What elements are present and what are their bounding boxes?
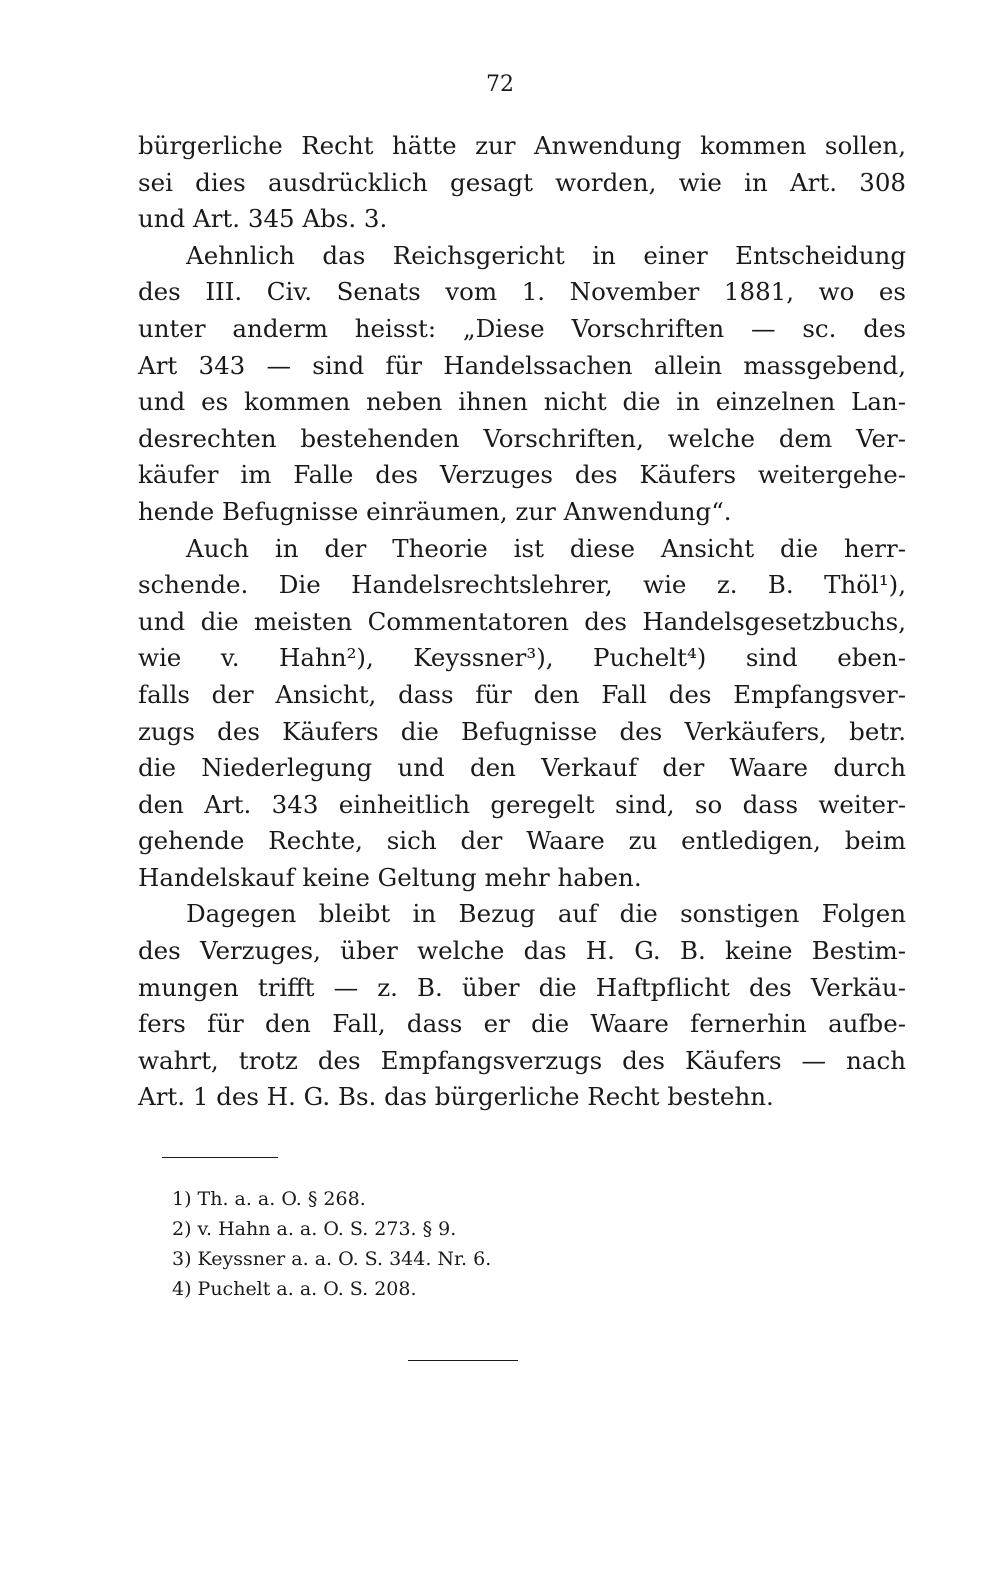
text-line: und die meisten Commentatoren des Handelsgesetzbuchs,	[138, 606, 906, 636]
text-line: bürgerliche Recht hätte zur Anwendung kommen sollen,	[138, 131, 906, 160]
text-line: zugs des Käufers die Befugnisse des Verkäufers, betr.	[138, 716, 906, 746]
text-line: Auch in der Theorie ist diese Ansicht die herr-	[186, 533, 906, 563]
text-line: den Art. 343 einheitlich geregelt sind, so dass weiter-	[138, 789, 906, 819]
text-line: sei dies ausdrücklich gesagt worden, wie in Art. 308	[138, 167, 906, 197]
text-line: unter anderm heisst: „Diese Vorschriften — sc. des	[138, 313, 906, 343]
text-line: fers für den Fall, dass er die Waare fernerhin aufbe-	[138, 1009, 906, 1039]
footnote: 3) Keyssner a. a. O. S. 344. Nr. 6.	[172, 1248, 492, 1270]
text-line: falls der Ansicht, dass für den Fall des Empfangsver-	[138, 679, 906, 709]
text-line: wie v. Hahn²), Keyssner³), Puchelt⁴) sind eben-	[138, 643, 906, 673]
text-line: Art 343 — sind für Handelssachen allein massgebend,	[138, 350, 906, 380]
text-line: desrechten bestehenden Vorschriften, welche dem Ver-	[138, 423, 906, 453]
text-line: und es kommen neben ihnen nicht die in einzelnen Lan-	[138, 387, 906, 417]
text-line: käufer im Falle des Verzuges des Käufers weitergehe-	[138, 460, 906, 490]
text-line: die Niederlegung und den Verkauf der Waare durch	[138, 753, 906, 783]
footnote: 1) Th. a. a. O. § 268.	[172, 1188, 366, 1210]
footnote: 2) v. Hahn a. a. O. S. 273. § 9.	[172, 1218, 457, 1240]
text-line: Handelskauf keine Geltung mehr haben.	[138, 862, 642, 892]
footnote: 4) Puchelt a. a. O. S. 208.	[172, 1278, 417, 1300]
text-line: mungen trifft — z. B. über die Haftpflicht des Verkäu-	[138, 972, 906, 1002]
text-line: des III. Civ. Senats vom 1. November 1881, wo es	[138, 277, 906, 307]
text-line: Dagegen bleibt in Bezug auf die sonstigen Folgen	[186, 899, 906, 929]
page-number: 72	[486, 72, 514, 97]
text-line: und Art. 345 Abs. 3.	[138, 204, 388, 234]
footnote-divider	[162, 1157, 278, 1158]
bottom-divider	[408, 1360, 518, 1361]
footnotes	[172, 1184, 772, 1304]
text-line: wahrt, trotz des Empfangsverzugs des Käufers — nach	[138, 1045, 906, 1075]
text-line: schende. Die Handelsrechtslehrer, wie z. B. Thöl¹),	[138, 570, 906, 600]
text-line: des Verzuges, über welche das H. G. B. keine Bestim-	[138, 936, 906, 966]
body-text	[138, 128, 906, 1116]
text-line: hende Befugnisse einräumen, zur Anwendung“.	[138, 496, 732, 526]
text-line: gehende Rechte, sich der Waare zu entledigen, beim	[138, 826, 906, 856]
text-line: Aehnlich das Reichsgericht in einer Entscheidung	[186, 240, 906, 270]
text-line: Art. 1 des H. G. Bs. das bürgerliche Recht bestehn.	[138, 1082, 774, 1112]
